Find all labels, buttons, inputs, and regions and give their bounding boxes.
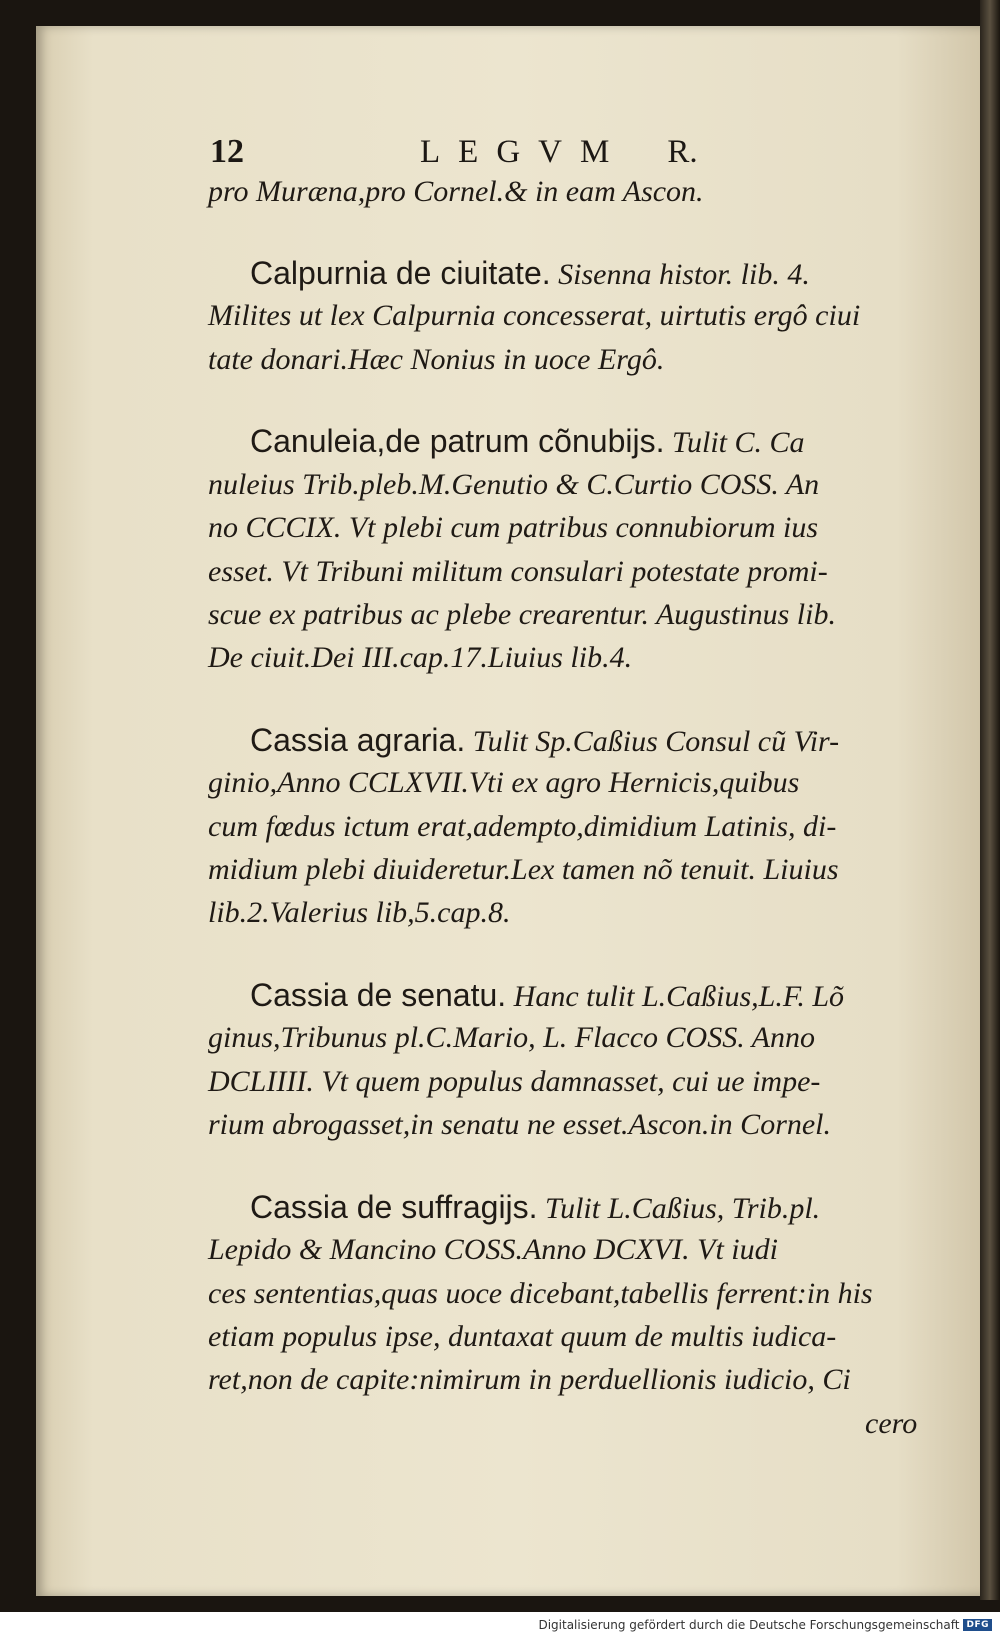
text-line: DCLIIII. Vt quem populus damnasset, cui ue impe- bbox=[208, 1065, 821, 1098]
entry-lemma: Cassia agraria. bbox=[250, 722, 466, 758]
entry-first-line: Cassia de suffragijs. Tulit L.Caßius, Trib.pl. bbox=[250, 1189, 821, 1225]
text-line: pro Muræna,pro Cornel.& in eam Ascon. bbox=[208, 175, 704, 208]
dfg-logo-icon: DFG bbox=[963, 1619, 992, 1631]
catchword: cero bbox=[865, 1407, 918, 1440]
text-line: tate donari.Hæc Nonius in uoce Ergô. bbox=[208, 343, 665, 376]
text-line: Milites ut lex Calpurnia concesserat, uirtutis ergô ciui bbox=[208, 299, 861, 332]
entry-lemma: Calpurnia de ciuitate. bbox=[250, 255, 551, 291]
running-title: LEGVM bbox=[420, 134, 628, 170]
running-letter: R. bbox=[667, 134, 698, 170]
page-number: 12 bbox=[210, 133, 244, 170]
text-line: esset. Vt Tribuni militum consulari potestate promi- bbox=[208, 555, 828, 588]
text-line: Lepido & Mancino COSS.Anno DCXVI. Vt iudi bbox=[208, 1233, 778, 1266]
entry-first-line: Calpurnia de ciuitate. Sisenna histor. lib. 4. bbox=[250, 255, 810, 291]
text-line: midium plebi diuideretur.Lex tamen nõ tenuit. Liuius bbox=[208, 853, 839, 886]
digitization-credit bbox=[538, 1618, 992, 1632]
text-line: ces sententias,quas uoce dicebant,tabellis ferrent:in his bbox=[208, 1277, 873, 1310]
entry-lemma: Cassia de suffragijs. bbox=[250, 1189, 538, 1225]
text-line: scue ex patribus ac plebe crearentur. Augustinus lib. bbox=[208, 598, 836, 631]
running-header bbox=[210, 133, 740, 171]
entry-first-line: Cassia agraria. Tulit Sp.Caßius Consul cũ Vir- bbox=[250, 722, 840, 758]
text-line: cum fœdus ictum erat,adempto,dimidium Latinis, di- bbox=[208, 810, 837, 843]
entry-first-line: Canuleia,de patrum cõnubijs. Tulit C. Ca bbox=[250, 423, 805, 459]
entry-lemma: Cassia de senatu. bbox=[250, 977, 507, 1013]
text-line: etiam populus ipse, duntaxat quum de multis iudica- bbox=[208, 1320, 837, 1353]
text-line: rium abrogasset,in senatu ne esset.Ascon.in Cornel. bbox=[208, 1108, 832, 1141]
text-line: ginio,Anno CCLXVII.Vti ex agro Hernicis,quibus bbox=[208, 766, 800, 799]
text-line: nuleius Trib.pleb.M.Genutio & C.Curtio COSS. An bbox=[208, 468, 820, 501]
credit-text: Digitalisierung gefördert durch die Deutsche Forschungsgemeinschaft bbox=[538, 1618, 960, 1632]
entry-lemma: Canuleia,de patrum cõnubijs. bbox=[250, 423, 665, 459]
book-spine bbox=[980, 0, 1000, 1600]
text-line: ginus,Tribunus pl.C.Mario, L. Flacco COSS. Anno bbox=[208, 1021, 816, 1054]
text-line: no CCCIX. Vt plebi cum patribus connubiorum ius bbox=[208, 511, 818, 544]
text-line: lib.2.Valerius lib,5.cap.8. bbox=[208, 896, 511, 929]
text-line: ret,non de capite:nimirum in perduellionis iudicio, Ci bbox=[208, 1363, 851, 1396]
entry-first-line: Cassia de senatu. Hanc tulit L.Caßius,L.F. Lõ bbox=[250, 977, 845, 1013]
text-line: De ciuit.Dei III.cap.17.Liuius lib.4. bbox=[208, 641, 633, 674]
